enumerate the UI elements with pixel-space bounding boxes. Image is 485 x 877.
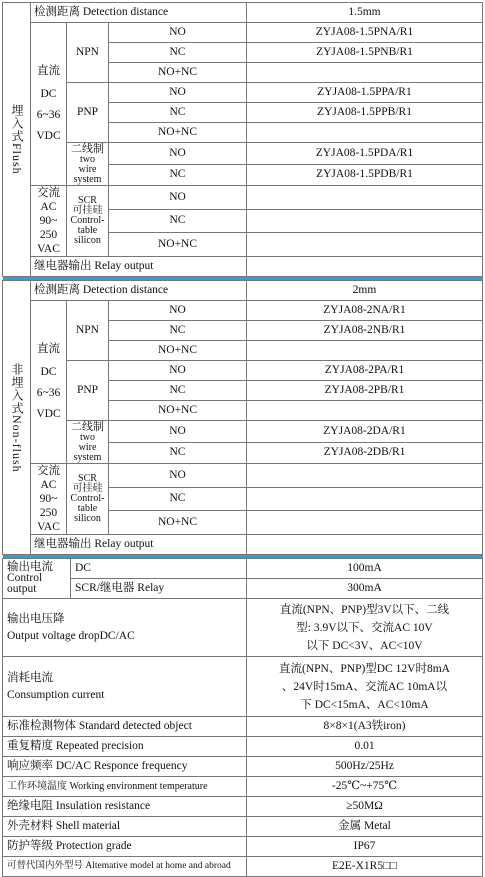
flush-type: NO [109, 83, 247, 103]
flush-type: NC [109, 209, 247, 233]
flush-detection-value: 1.5mm [247, 3, 483, 23]
flush-model [247, 63, 483, 83]
flush-type: NO [109, 23, 247, 43]
spec-value: 8×8×1(A3铁iron) [247, 717, 483, 737]
nonflush-type: NC [109, 381, 247, 401]
flush-model [247, 233, 483, 257]
spec-label: 工作环境温度 Working environment temperature [3, 777, 247, 797]
flush-scr-label: SCR 可挂硅 Control- table silicon [67, 186, 109, 257]
output-dc-label: DC [71, 559, 247, 579]
nonflush-type: NO [109, 421, 247, 443]
nonflush-ac-label: 交流 AC 90~ 250 VAC [31, 464, 67, 535]
flush-model [247, 186, 483, 210]
flush-pnp-label: PNP [67, 83, 109, 143]
flush-side-label: 埋入式Flush [3, 3, 31, 277]
nonflush-model [247, 464, 483, 488]
nonflush-scr-label: SCR 可挂硅 Control- table silicon [67, 464, 109, 535]
output-scr-label: SCR/继电器 Relay [71, 579, 247, 599]
nonflush-model [247, 341, 483, 361]
nonflush-pnp-label: PNP [67, 361, 109, 421]
spec-sheet [2, 2, 482, 877]
flush-type: NO+NC [109, 123, 247, 143]
nonflush-type: NC [109, 442, 247, 464]
spec-value: ≥50MΩ [247, 797, 483, 817]
nonflush-table [2, 280, 483, 558]
nonflush-type: NC [109, 487, 247, 511]
nonflush-detection-value: 2mm [247, 281, 483, 301]
output-dc-value: 100mA [247, 559, 483, 579]
flush-type: NO [109, 143, 247, 165]
output-current-label: 输出电流 Control output [3, 559, 71, 599]
nonflush-relay-output: 继电器输出 Relay output [31, 535, 247, 555]
flush-type: NO+NC [109, 233, 247, 257]
nonflush-type: NO [109, 464, 247, 488]
nonflush-dc-label: 直流 DC 6~36 VDC [31, 301, 67, 464]
spec-value: 500Hz/25Hz [247, 757, 483, 777]
flush-table [2, 2, 483, 280]
spec-value: IP67 [247, 837, 483, 857]
spec-label: 外壳材料 Shell material [3, 817, 247, 837]
flush-model [247, 209, 483, 233]
voltage-drop-label: 输出电压降 Output voltage dropDC/AC [3, 599, 247, 657]
flush-model: ZYJA08-1.5PPA/R1 [247, 83, 483, 103]
nonflush-model [247, 487, 483, 511]
spec-value: 0.01 [247, 737, 483, 757]
flush-npn-label: NPN [67, 23, 109, 83]
nonflush-side-label: 非埋入式Non-flush [3, 281, 31, 555]
spec-label: 标准检测物体 Standard detected object [3, 717, 247, 737]
output-scr-value: 300mA [247, 579, 483, 599]
spec-label: 重复精度 Repeated precision [3, 737, 247, 757]
nonflush-detection-label: 检测距离 Detection distance [31, 281, 247, 301]
flush-type: NO [109, 186, 247, 210]
flush-model: ZYJA08-1.5PNB/R1 [247, 43, 483, 63]
spec-value: -25℃~+75℃ [247, 777, 483, 797]
spec-label: 可替代国内外型号 Altemative model at home and abroad [3, 857, 247, 877]
nonflush-type: NC [109, 321, 247, 341]
flush-model: ZYJA08-1.5PNA/R1 [247, 23, 483, 43]
flush-relay-model [247, 257, 483, 277]
flush-model [247, 123, 483, 143]
spec-value: E2E-X1R5□□ [247, 857, 483, 877]
flush-model: ZYJA08-1.5PPB/R1 [247, 103, 483, 123]
spec-label: 响应频率 DC/AC Responce frequency [3, 757, 247, 777]
spec-value: 金属 Metal [247, 817, 483, 837]
flush-type: NO+NC [109, 63, 247, 83]
nonflush-type: NO [109, 301, 247, 321]
nonflush-type: NO+NC [109, 511, 247, 535]
flush-model: ZYJA08-1.5PDA/R1 [247, 143, 483, 165]
nonflush-relay-model [247, 535, 483, 555]
flush-dc-label: 直流 DC 6~36 VDC [31, 23, 67, 186]
flush-detection-label: 检测距离 Detection distance [31, 3, 247, 23]
nonflush-model: ZYJA08-2PB/R1 [247, 381, 483, 401]
flush-model: ZYJA08-1.5PDB/R1 [247, 164, 483, 186]
nonflush-type: NO [109, 361, 247, 381]
nonflush-model: ZYJA08-2DA/R1 [247, 421, 483, 443]
nonflush-model: ZYJA08-2DB/R1 [247, 442, 483, 464]
nonflush-model [247, 401, 483, 421]
spec-table [2, 558, 483, 877]
nonflush-model: ZYJA08-2PA/R1 [247, 361, 483, 381]
consumption-value: 直流(NPN、PNP)型DC 12V时8mA 、24V时15mA、交流AC 10mA以 下 DC<15mA、AC<10mA [247, 657, 483, 717]
spec-label: 防护等级 Protection grade [3, 837, 247, 857]
flush-type: NC [109, 164, 247, 186]
nonflush-npn-label: NPN [67, 301, 109, 361]
flush-type: NC [109, 103, 247, 123]
voltage-drop-value: 直流(NPN、PNP)型3V以下、二线 型: 3.9V以下、交流AC 10V 以下 DC<3V、AC<10V [247, 599, 483, 657]
flush-type: NC [109, 43, 247, 63]
nonflush-type: NO+NC [109, 341, 247, 361]
nonflush-type: NO+NC [109, 401, 247, 421]
nonflush-model [247, 511, 483, 535]
consumption-label: 消耗电流 Consumption current [3, 657, 247, 717]
flush-relay-output: 继电器输出 Relay output [31, 257, 247, 277]
flush-two-wire-label: 二线制 two wire system [67, 143, 109, 186]
flush-ac-label: 交流 AC 90~ 250 VAC [31, 186, 67, 257]
nonflush-two-wire-label: 二线制 two wire system [67, 421, 109, 464]
nonflush-model: ZYJA08-2NA/R1 [247, 301, 483, 321]
spec-label: 绝缘电阻 Insulation resistance [3, 797, 247, 817]
nonflush-model: ZYJA08-2NB/R1 [247, 321, 483, 341]
